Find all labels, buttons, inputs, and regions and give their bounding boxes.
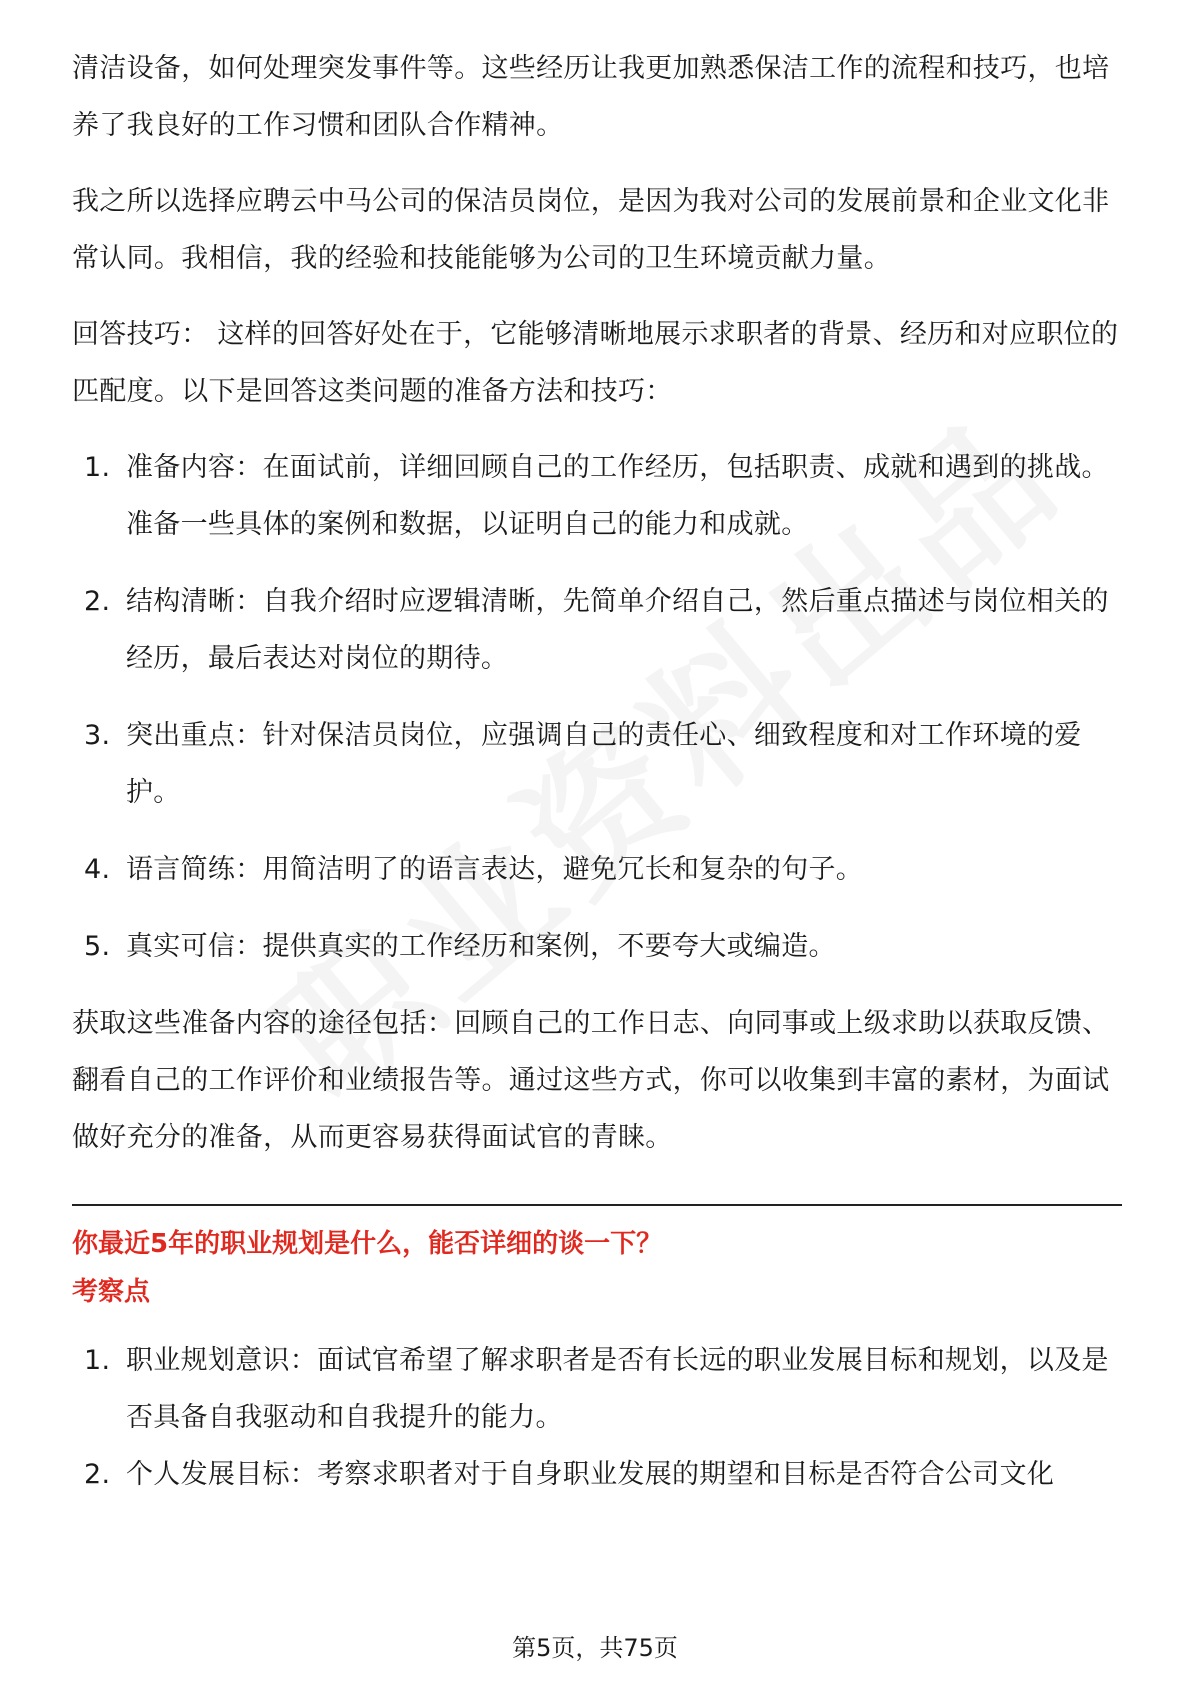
subhead-assessment: 考察点 (72, 1277, 151, 1307)
list-text: 真实可信：提供真实的工作经历和案例，不要夸大或编造。 (126, 931, 836, 962)
page-footer: 第5页，共75页 (512, 1634, 678, 1662)
list-item (72, 573, 1122, 687)
question-heading: 你最近5年的职业规划是什么，能否详细的谈一下？ (72, 1229, 663, 1259)
list-item (72, 1446, 1122, 1503)
list-item (72, 707, 1122, 821)
list-number: 2. (84, 586, 111, 617)
list-number: 3. (84, 720, 111, 751)
paragraph-motivation: 我之所以选择应聘云中马公司的保洁员岗位，是因为我对公司的发展前景和企业文化非常认同。我相信，我的经验和技能能够为公司的卫生环境贡献力量。 (72, 186, 1110, 274)
list-text: 突出重点：针对保洁员岗位，应强调自己的责任心、细致程度和对工作环境的爱护。 (126, 720, 1082, 808)
paragraph-closing: 获取这些准备内容的途径包括：回顾自己的工作日志、向同事或上级求助以获取反馈、翻看自己的工作评价和业绩报告等。通过这些方式，你可以收集到丰富的素材，为面试做好充分的准备，从而更容易获得面试官的青睐。 (72, 1008, 1110, 1153)
list-item (72, 841, 1122, 898)
paragraph-experience: 清洁设备，如何处理突发事件等。这些经历让我更加熟悉保洁工作的流程和技巧，也培养了我良好的工作习惯和团队合作精神。 (72, 53, 1110, 141)
list-number: 1. (84, 452, 111, 483)
list-number: 2. (84, 1459, 111, 1490)
document-page (72, 40, 1122, 1522)
list-text: 准备内容：在面试前，详细回顾自己的工作经历，包括职责、成就和遇到的挑战。准备一些具体的案例和数据，以证明自己的能力和成就。 (126, 452, 1109, 540)
list-number: 1. (84, 1345, 111, 1376)
section-divider (72, 1204, 1122, 1206)
list-item (72, 439, 1122, 553)
paragraph-answer-tips: 回答技巧： 这样的回答好处在于，它能够清晰地展示求职者的背景、经历和对应职位的匹配度。以下是回答这类问题的准备方法和技巧： (72, 319, 1119, 407)
list-text: 个人发展目标：考察求职者对于自身职业发展的期望和目标是否符合公司文化 (126, 1459, 1055, 1490)
list-item (72, 918, 1122, 975)
list-number: 4. (84, 854, 111, 885)
list-item (72, 1332, 1122, 1446)
list-text: 结构清晰：自我介绍时应逻辑清晰，先简单介绍自己，然后重点描述与岗位相关的经历，最后表达对岗位的期待。 (126, 586, 1109, 674)
list-text: 语言简练：用简洁明了的语言表达，避免冗长和复杂的句子。 (126, 854, 864, 885)
list-number: 5. (84, 931, 111, 962)
tips-list (72, 439, 1122, 975)
list-text: 职业规划意识：面试官希望了解求职者是否有长远的职业发展目标和规划，以及是否具备自我驱动和自我提升的能力。 (126, 1345, 1109, 1433)
assessment-points-list (72, 1332, 1122, 1503)
